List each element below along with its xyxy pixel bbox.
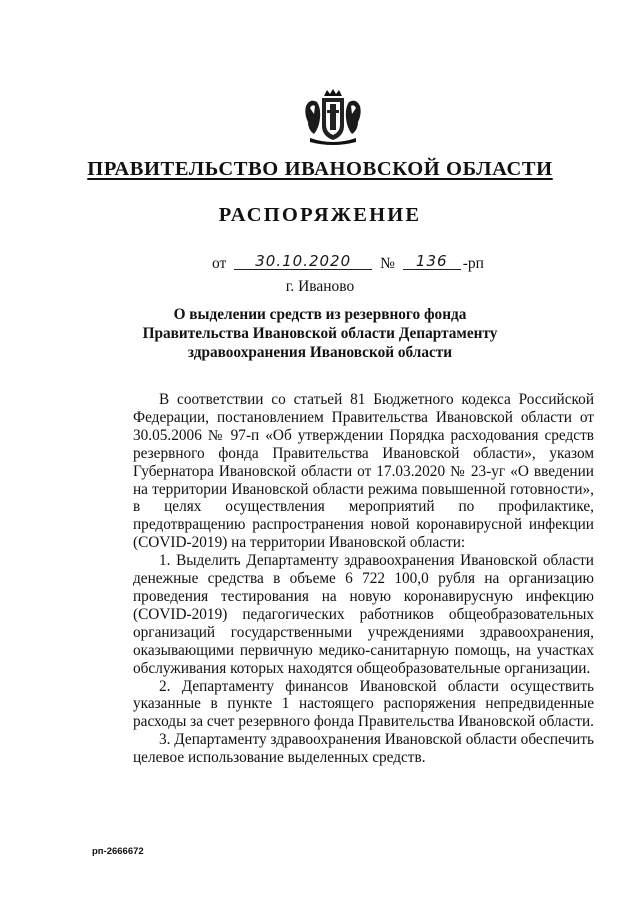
subject-line: О выделении средств из резервного фонда — [173, 306, 467, 323]
city: г. Иваново — [285, 278, 355, 295]
dateline — [212, 252, 484, 273]
subject-heading — [0, 305, 640, 362]
organization-title — [0, 158, 640, 181]
number-label: № — [380, 255, 395, 272]
body-text — [133, 391, 594, 767]
item-3-paragraph: 3. Департаменту здравоохранения Ивановской области обеспечить целевое использование выделенных средств. — [133, 731, 594, 767]
date-handwritten: 30.10.2020 — [234, 253, 372, 270]
number-handwritten: 136 — [403, 253, 461, 270]
document-code: рп-2666672 — [92, 846, 144, 857]
date-label: от — [212, 255, 227, 272]
organization-name: ПРАВИТЕЛЬСТВО ИВАНОВСКОЙ ОБЛАСТИ — [87, 158, 553, 180]
item-1-paragraph: 1. Выделить Департаменту здравоохранения Ивановской области денежные средства в объеме 6 722 100,0 рубля на организацию проведения тестирования на новую коронавирусную инфекцию (COVID-2019) педагогических работников общеобразовательных организаций государственными учреждениями здравоохранения, оказывающими первичную медико-санитарную помощь, на участках обслуживания которых находятся общеобразовательные организации. — [133, 552, 594, 677]
subject-line: здравоохранения Ивановской области — [187, 344, 453, 361]
subject-line: Правительства Ивановской области Департаменту — [142, 325, 498, 342]
document-type: РАСПОРЯЖЕНИЕ — [218, 204, 422, 226]
item-2-paragraph: 2. Департаменту финансов Ивановской области осуществить указанные в пункте 1 настоящего распоряжения непредвиденные расходы за счет резервного фонда Правительства Ивановской области. — [133, 677, 594, 731]
preamble-paragraph: В соответствии со статьей 81 Бюджетного кодекса Российской Федерации, постановлением Правительства Ивановской области от 30.05.2006 № 97-п «Об утверждении Порядка расходования средств резервного фонда Правительства Ивановской области», указом Губернатора Ивановской области от 17.03.2020 № 23-уг «О введении на территории Ивановской области режима повышенной готовности», в целях осуществления мероприятий по профилактике, предотвращению распространения новой коронавирусной инфекции (COVID-2019) на территории Ивановской области: — [133, 391, 594, 552]
coat-of-arms-icon — [302, 88, 364, 146]
number-suffix: -рп — [462, 255, 484, 272]
